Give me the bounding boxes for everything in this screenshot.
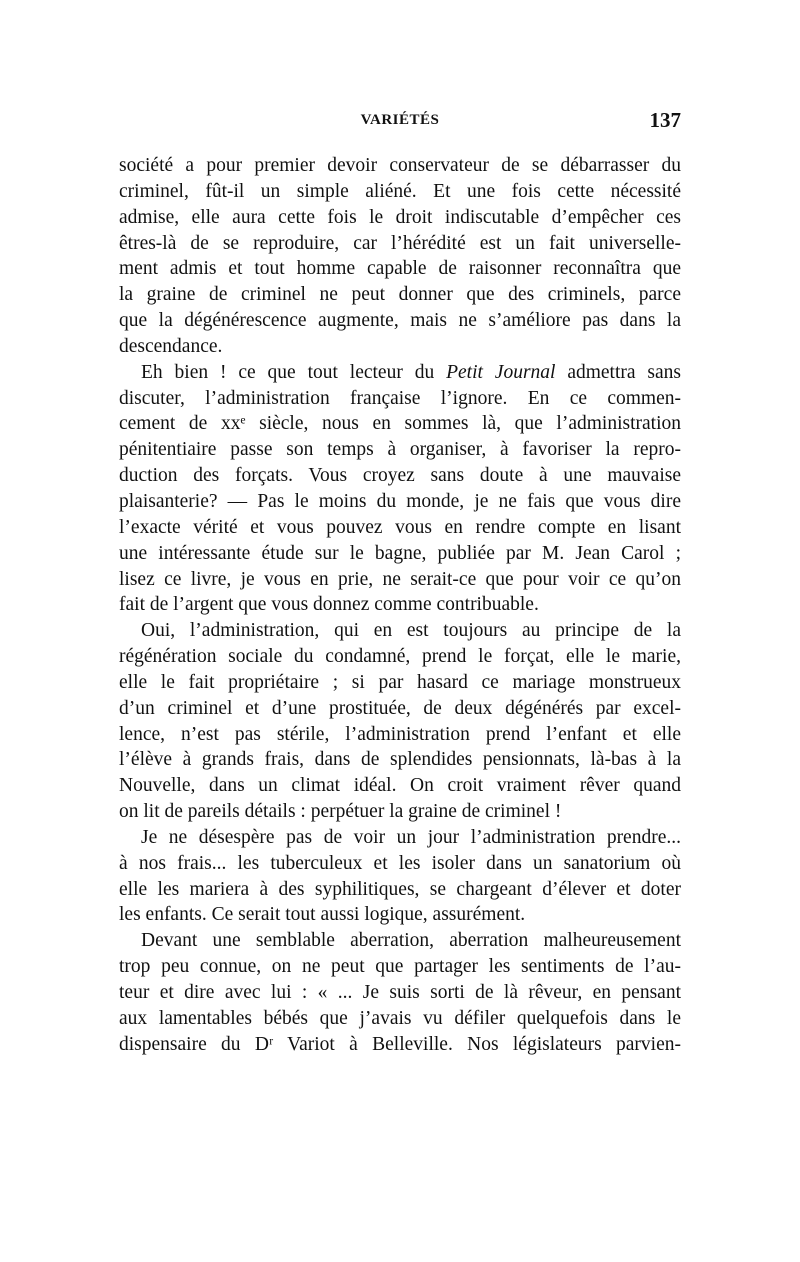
newspaper-title: Petit Journal bbox=[446, 361, 556, 383]
text-line: admise, elle aura cette fois le droit indiscutable d’empêcher ces bbox=[119, 206, 681, 228]
text-line: ment admis et tout homme capable de raisonner reconnaîtra que bbox=[119, 258, 681, 280]
text-line: pénitentiaire passe son temps à organiser, à favoriser la repro- bbox=[119, 439, 681, 461]
text-line-end: admettra sans bbox=[555, 361, 682, 383]
text-line: trop peu connue, on ne peut que partager les sentiments de l’au- bbox=[119, 956, 681, 978]
text-line: fait de l’argent que vous donnez comme contribuable. bbox=[119, 594, 539, 616]
text-line: duction des forçats. Vous croyez sans doute à une mauvaise bbox=[119, 465, 681, 487]
text-line: l’exacte vérité et vous pouvez vous en rendre compte en lisant bbox=[119, 516, 681, 538]
text-line: aux lamentables bébés que j’avais vu défiler quelquefois dans le bbox=[119, 1007, 681, 1029]
text-line: la graine de criminel ne peut donner que des criminels, parce bbox=[119, 284, 681, 306]
text-line: êtres-là de se reproduire, car l’hérédité est un fait universelle- bbox=[119, 232, 681, 254]
text-line: teur et dire avec lui : « ... Je suis sorti de là rêveur, en pensant bbox=[119, 982, 681, 1003]
text-line: elle les mariera à des syphilitiques, se chargeant d’élever et doter bbox=[119, 878, 681, 900]
text-line: cement de xxᵉ siècle, nous en sommes là, que l’administration bbox=[119, 413, 681, 435]
text-line: régénération sociale du condamné, prend le forçat, elle le marie, bbox=[119, 646, 681, 668]
text-line: elle le fait propriétaire ; si par hasard ce mariage monstrueux bbox=[119, 671, 681, 693]
text-line: d’un criminel et d’une prostituée, de deux dégénérés par excel- bbox=[119, 697, 681, 719]
text-line: société a pour premier devoir conservateur de se débarrasser du bbox=[119, 155, 681, 176]
text-line: les enfants. Ce serait tout aussi logique, assurément. bbox=[119, 904, 526, 926]
text-line: à nos frais... les tuberculeux et les isoler dans un sanatorium où bbox=[119, 852, 681, 874]
text-line: une intéressante étude sur le bagne, publiée par M. Jean Carol ; bbox=[119, 542, 681, 564]
text-line: discuter, l’administration française l’ignore. En ce commen- bbox=[119, 387, 681, 409]
text-line: dispensaire du Dʳ Variot à Belleville. Nos législateurs parvien- bbox=[119, 1033, 681, 1055]
text-line: on lit de pareils détails : perpétuer la graine de criminel ! bbox=[119, 801, 562, 823]
text-line: l’élève à grands frais, dans de splendides pensionnats, là-bas à la bbox=[119, 749, 681, 771]
body-text bbox=[119, 153, 681, 1058]
text-line: criminel, fût-il un simple aliéné. Et une fois cette nécessité bbox=[119, 180, 681, 202]
text-line-start: Eh bien ! ce que tout lecteur du bbox=[141, 361, 447, 383]
text-line: descendance. bbox=[119, 335, 223, 357]
text-line bbox=[119, 360, 681, 386]
text-line: Devant une semblable aberration, aberration malheureusement bbox=[141, 930, 681, 952]
text-line: lence, n’est pas stérile, l’administration prend l’enfant et elle bbox=[119, 723, 681, 745]
running-header bbox=[119, 108, 681, 138]
text-line: plaisanterie? — Pas le moins du monde, je ne fais que vous dire bbox=[119, 490, 681, 512]
page-number: 137 bbox=[649, 108, 681, 132]
text-line: Oui, l’administration, qui en est toujours au principe de la bbox=[141, 620, 681, 642]
text-line: lisez ce livre, je vous en prie, ne serait-ce que pour voir ce qu’on bbox=[119, 568, 681, 590]
text-line: que la dégénérescence augmente, mais ne s’améliore pas dans la bbox=[119, 310, 681, 332]
text-line: Je ne désespère pas de voir un jour l’administration prendre... bbox=[141, 826, 681, 848]
text-line: Nouvelle, dans un climat idéal. On croit vraiment rêver quand bbox=[119, 775, 681, 797]
running-title: VARIÉTÉS bbox=[360, 112, 440, 128]
